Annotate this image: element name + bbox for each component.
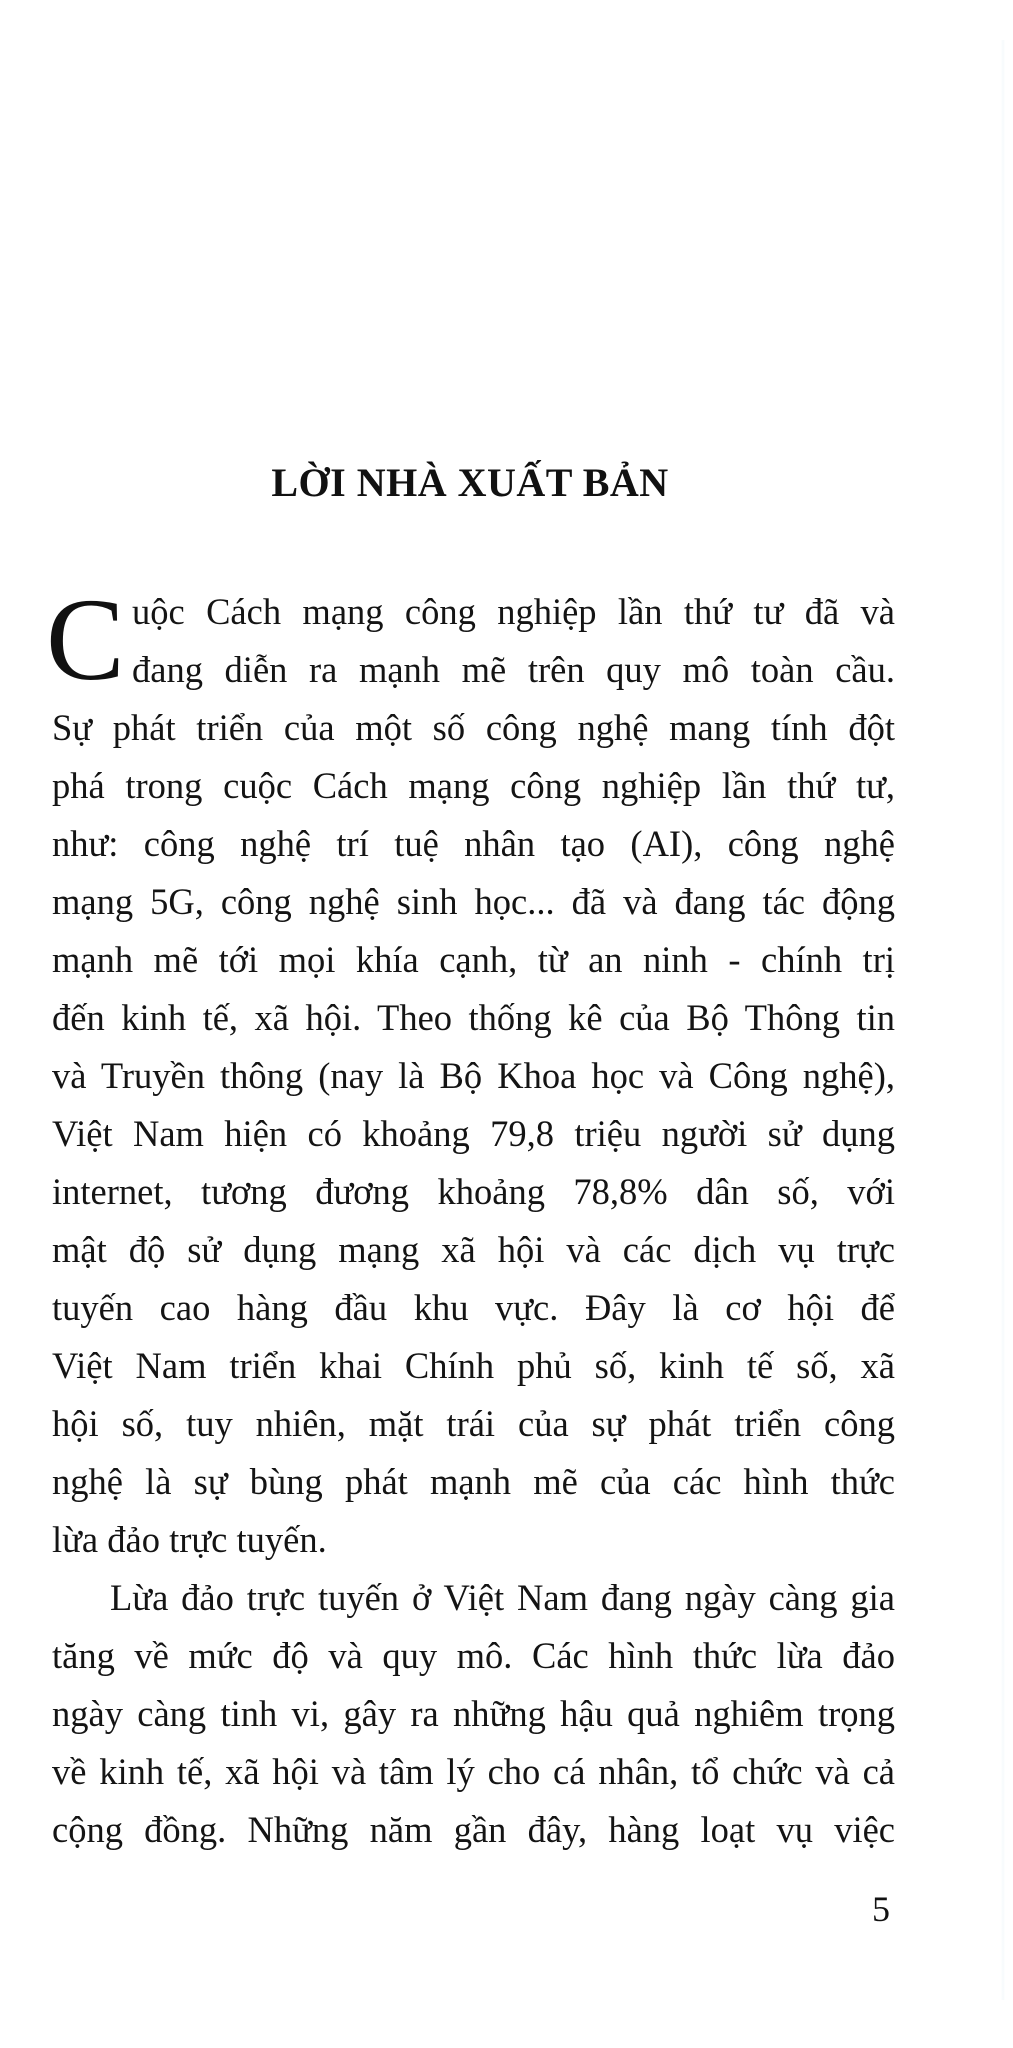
text-line: mạng 5G, công nghệ sinh học... đã và đang tác động — [52, 881, 895, 922]
page-edge — [1001, 40, 1005, 2000]
text-line: tuyến cao hàng đầu khu vực. Đây là cơ hội để — [52, 1287, 895, 1328]
text-line: uộc Cách mạng công nghiệp lần thứ tư đã và — [132, 591, 895, 632]
text-line: đang diễn ra mạnh mẽ trên quy mô toàn cầu. — [132, 649, 895, 690]
text-line: ngày càng tinh vi, gây ra những hậu quả nghiêm trọng — [52, 1693, 895, 1734]
text-line: Việt Nam triển khai Chính phủ số, kinh tế số, xã — [52, 1345, 895, 1386]
text-line: Việt Nam hiện có khoảng 79,8 triệu người sử dụng — [52, 1113, 895, 1154]
text-line: Sự phát triển của một số công nghệ mang tính đột — [52, 707, 895, 748]
body-text — [52, 583, 895, 1859]
text-line: phá trong cuộc Cách mạng công nghiệp lần thứ tư, — [52, 765, 895, 806]
text-line: như: công nghệ trí tuệ nhân tạo (AI), công nghệ — [52, 823, 895, 864]
text-line: Lừa đảo trực tuyến ở Việt Nam đang ngày càng gia — [110, 1577, 895, 1618]
text-line: về kinh tế, xã hội và tâm lý cho cá nhân, tổ chức và cả — [52, 1751, 895, 1792]
text-line: nghệ là sự bùng phát mạnh mẽ của các hình thức — [52, 1461, 895, 1502]
text-line: internet, tương đương khoảng 78,8% dân số, với — [52, 1171, 895, 1212]
text-line: lừa đảo trực tuyến. — [52, 1519, 327, 1560]
text-line: tăng về mức độ và quy mô. Các hình thức lừa đảo — [52, 1635, 895, 1676]
text-line: và Truyền thông (nay là Bộ Khoa học và Công nghệ), — [52, 1055, 895, 1096]
text-line: cộng đồng. Những năm gần đây, hàng loạt vụ việc — [52, 1809, 895, 1850]
text-line: đến kinh tế, xã hội. Theo thống kê của Bộ Thông tin — [52, 997, 895, 1038]
page-title: LỜI NHÀ XUẤT BẢN — [271, 459, 669, 505]
drop-cap: C — [46, 574, 125, 705]
text-line: mật độ sử dụng mạng xã hội và các dịch vụ trực — [52, 1229, 895, 1270]
text-line: hội số, tuy nhiên, mặt trái của sự phát triển công — [52, 1403, 895, 1444]
text-line: mạnh mẽ tới mọi khía cạnh, từ an ninh - chính trị — [52, 939, 895, 980]
page-number: 5 — [872, 1889, 890, 1929]
